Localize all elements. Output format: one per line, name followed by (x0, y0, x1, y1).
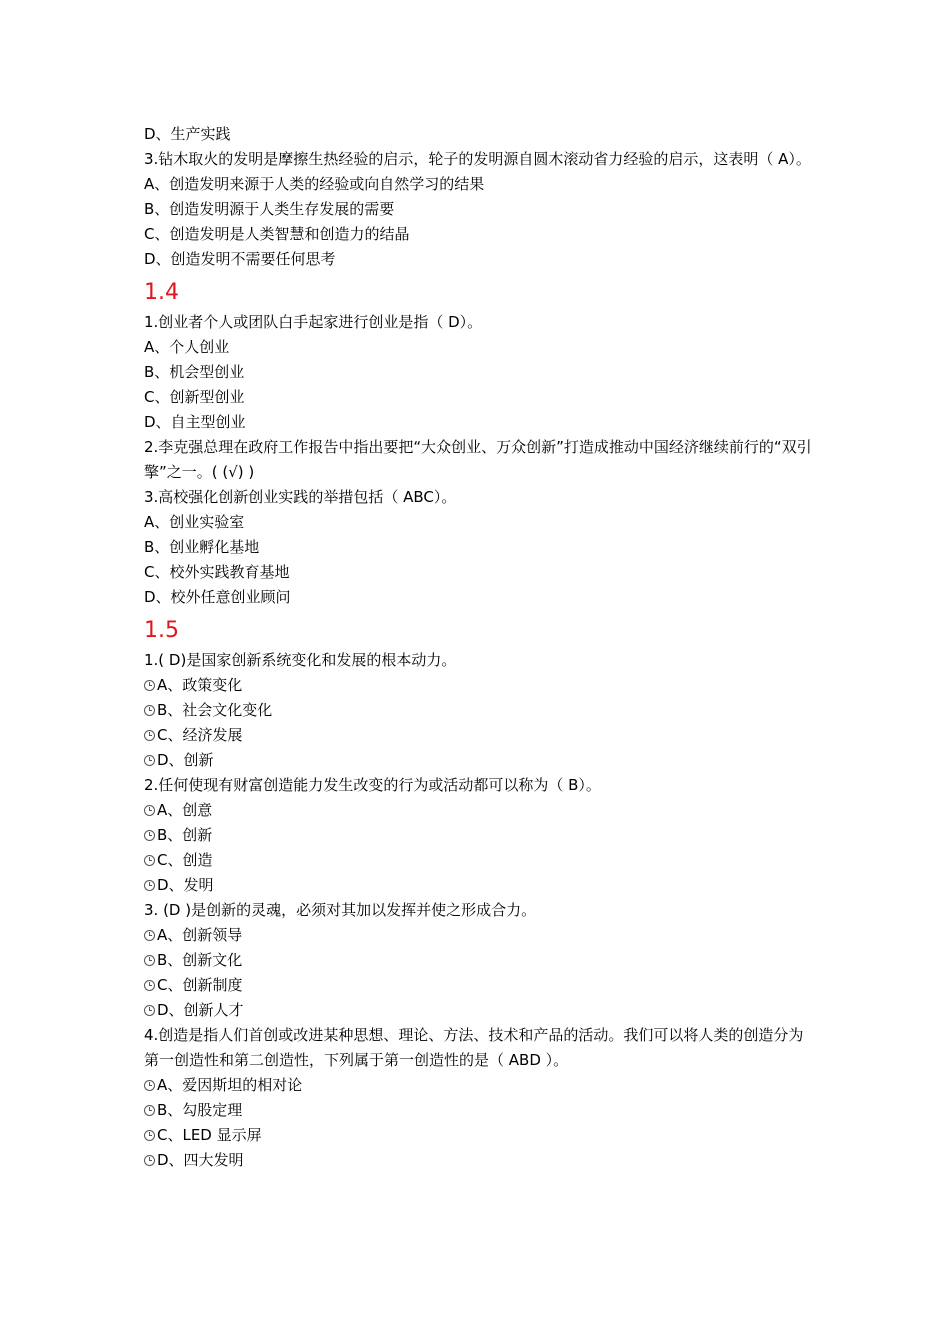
s14-q3-option-d: D、校外任意创业顾问 (144, 588, 291, 606)
radio-icon[interactable] (144, 1005, 155, 1016)
s15-q2-option-b[interactable] (144, 823, 814, 848)
s15-q4-stem: 4.创造是指人们首创或改进某种思想、理论、方法、技术和产品的活动。我们可以将人类的创造分为第一创造性和第二创造性，下列属于第一创造性的是（ ABD ）。 (144, 1026, 804, 1069)
option-label: A、政策变化 (157, 676, 243, 694)
prev-q3-stem: 3.钻木取火的发明是摩擦生热经验的启示，轮子的发明源自圆木滚动省力经验的启示，这表明（ A）。 (144, 150, 811, 168)
s15-q3-option-d[interactable] (144, 998, 814, 1023)
s15-q2-option-a[interactable] (144, 798, 814, 823)
radio-icon[interactable] (144, 930, 155, 941)
radio-icon[interactable] (144, 955, 155, 966)
prev-option-d: D、生产实践 (144, 125, 231, 143)
s15-q1-stem: 1.( D)是国家创新系统变化和发展的根本动力。 (144, 651, 457, 669)
s14-q3-option-b: B、创业孵化基地 (144, 538, 260, 556)
radio-icon[interactable] (144, 680, 155, 691)
option-label: D、创新人才 (157, 1001, 244, 1019)
s14-q3-option-a: A、创业实验室 (144, 513, 245, 531)
option-label: A、创新领导 (157, 926, 243, 944)
s15-q1-option-b[interactable] (144, 698, 814, 723)
radio-icon[interactable] (144, 855, 155, 866)
prev-q3-option-a: A、创造发明来源于人类的经验或向自然学习的结果 (144, 175, 485, 193)
option-label: B、社会文化变化 (157, 701, 273, 719)
s15-q2-option-c[interactable] (144, 848, 814, 873)
option-label: B、创新 (157, 826, 213, 844)
s14-q3-stem: 3.高校强化创新创业实践的举措包括（ ABC）。 (144, 488, 457, 506)
prev-q3-option-c: C、创造发明是人类智慧和创造力的结晶 (144, 225, 410, 243)
option-label: B、勾股定理 (157, 1101, 243, 1119)
s15-q3-option-b[interactable] (144, 948, 814, 973)
option-label: C、LED 显示屏 (157, 1126, 262, 1144)
option-label: A、创意 (157, 801, 213, 819)
radio-icon[interactable] (144, 1130, 155, 1141)
radio-icon[interactable] (144, 830, 155, 841)
radio-icon[interactable] (144, 1080, 155, 1091)
s15-q3-option-a[interactable] (144, 923, 814, 948)
s15-q1-option-c[interactable] (144, 723, 814, 748)
s15-q1-option-d[interactable] (144, 748, 814, 773)
radio-icon[interactable] (144, 980, 155, 991)
s15-q3-stem: 3. (D )是创新的灵魂，必须对其加以发挥并使之形成合力。 (144, 901, 537, 919)
s15-q2-option-d[interactable] (144, 873, 814, 898)
radio-icon[interactable] (144, 1105, 155, 1116)
s15-q3-option-c[interactable] (144, 973, 814, 998)
option-label: D、四大发明 (157, 1151, 244, 1169)
radio-icon[interactable] (144, 755, 155, 766)
radio-icon[interactable] (144, 730, 155, 741)
document-page (144, 122, 814, 1173)
s15-q4-option-a[interactable] (144, 1073, 814, 1098)
s14-q1-option-d: D、自主型创业 (144, 413, 246, 431)
option-label: B、创新文化 (157, 951, 243, 969)
option-label: D、创新 (157, 751, 214, 769)
s15-q4-option-c[interactable] (144, 1123, 814, 1148)
radio-icon[interactable] (144, 880, 155, 891)
option-label: D、发明 (157, 876, 214, 894)
s14-q1-stem: 1.创业者个人或团队白手起家进行创业是指（ D）。 (144, 313, 483, 331)
s14-q3-option-c: C、校外实践教育基地 (144, 563, 290, 581)
radio-icon[interactable] (144, 1155, 155, 1166)
option-label: C、经济发展 (157, 726, 243, 744)
s14-q2-stem: 2.李克强总理在政府工作报告中指出要把“大众创业、万众创新”打造成推动中国经济继续前行的“双引擎”之一。( (√) ) (144, 438, 812, 481)
prev-q3-option-d: D、创造发明不需要任何思考 (144, 250, 336, 268)
s15-q2-stem: 2.任何使现有财富创造能力发生改变的行为或活动都可以称为（ B）。 (144, 776, 601, 794)
s14-q1-option-a: A、个人创业 (144, 338, 230, 356)
radio-icon[interactable] (144, 705, 155, 716)
option-label: C、创新制度 (157, 976, 243, 994)
option-label: C、创造 (157, 851, 213, 869)
s15-q4-option-b[interactable] (144, 1098, 814, 1123)
prev-q3-option-b: B、创造发明源于人类生存发展的需要 (144, 200, 395, 218)
s14-q1-option-b: B、机会型创业 (144, 363, 245, 381)
s15-q1-option-a[interactable] (144, 673, 814, 698)
option-label: A、爱因斯坦的相对论 (157, 1076, 303, 1094)
s14-q1-option-c: C、创新型创业 (144, 388, 245, 406)
section-heading-1-5: 1.5 (144, 618, 179, 643)
radio-icon[interactable] (144, 805, 155, 816)
section-heading-1-4: 1.4 (144, 280, 179, 305)
s15-q4-option-d[interactable] (144, 1148, 814, 1173)
